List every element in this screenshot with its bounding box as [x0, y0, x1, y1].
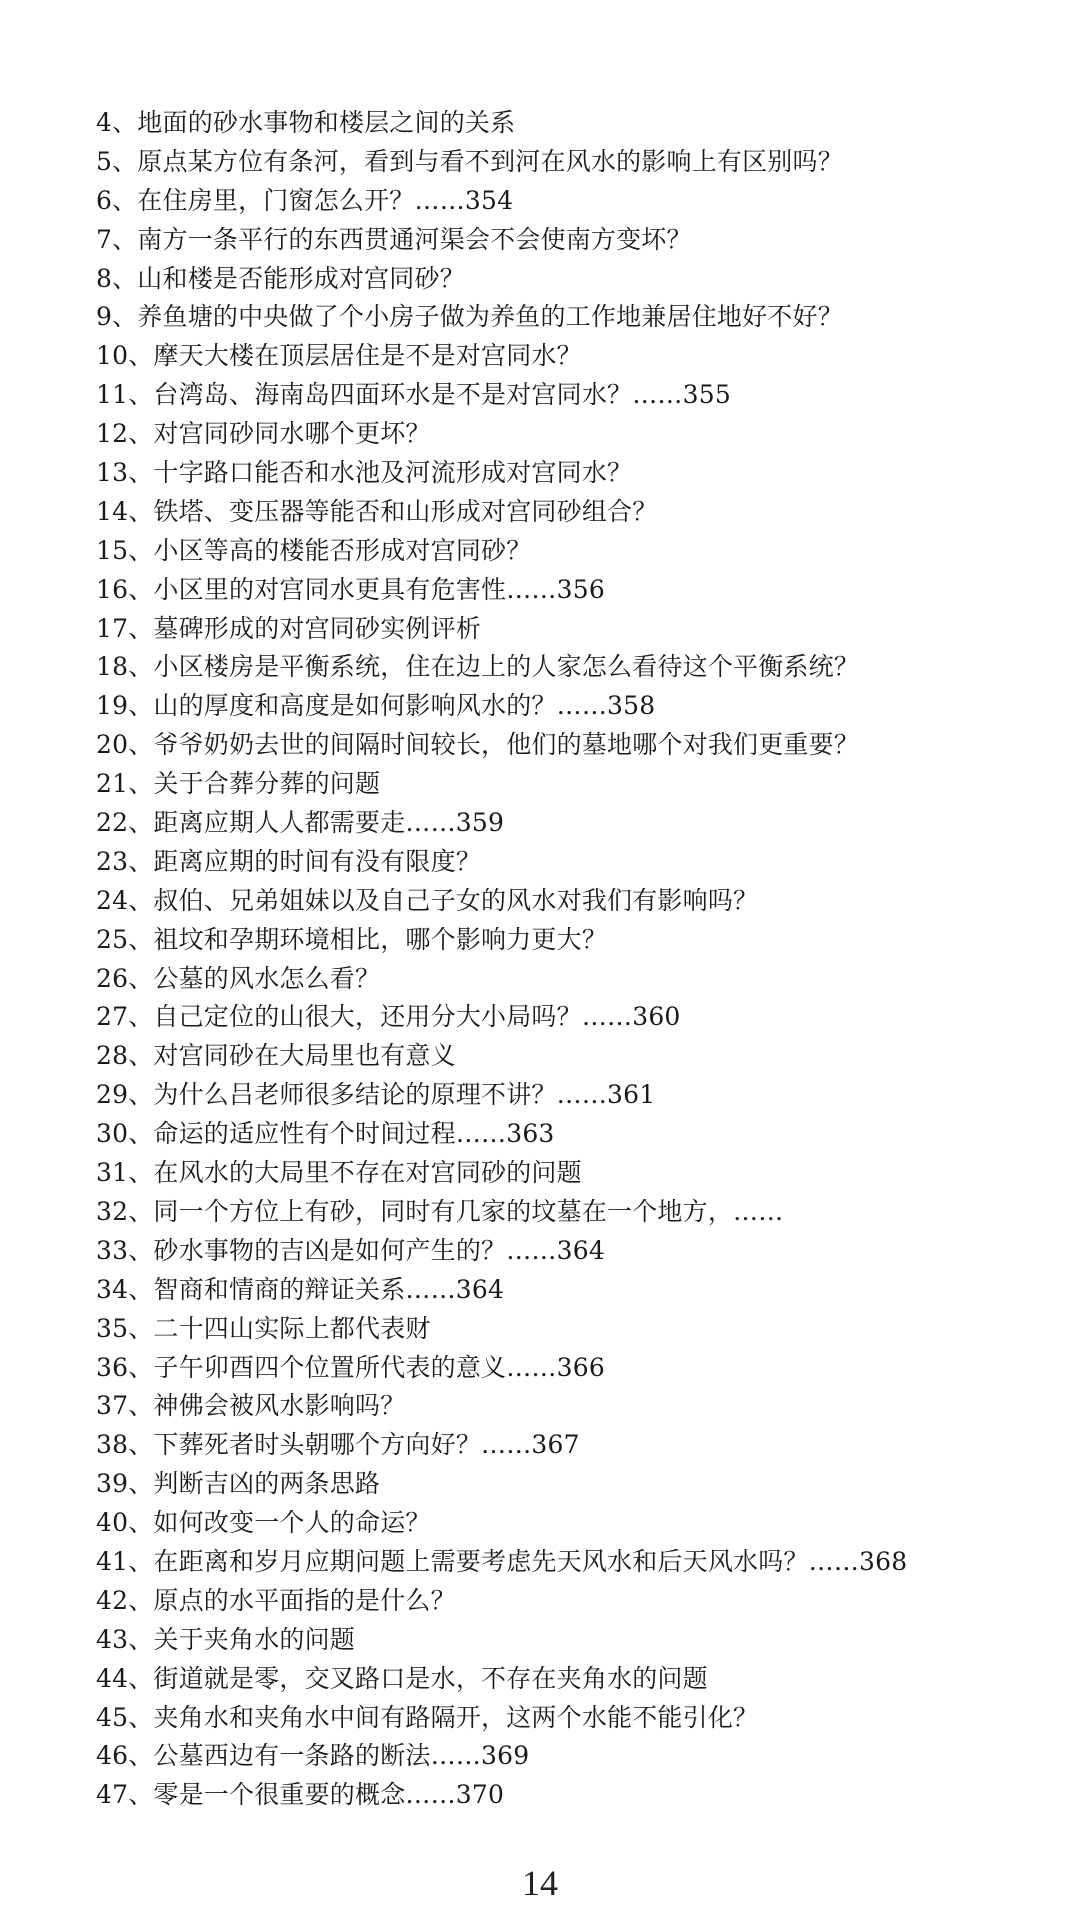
toc-entry: 11、台湾岛、海南岛四面环水是不是对宫同水？……355 — [96, 380, 731, 410]
toc-entry: 34、智商和情商的辩证关系……364 — [96, 1274, 505, 1304]
toc-entry: 37、神佛会被风水影响吗？ — [96, 1391, 406, 1421]
toc-entry: 42、原点的水平面指的是什么？ — [96, 1585, 456, 1615]
toc-entry: 24、叔伯、兄弟姐妹以及自己子女的风水对我们有影响吗？ — [96, 885, 759, 915]
toc-entry: 19、山的厚度和高度是如何影响风水的？……358 — [96, 691, 656, 721]
toc-entry: 6、在住房里，门窗怎么开？……354 — [96, 185, 514, 215]
toc-entry: 35、二十四山实际上都代表财 — [96, 1313, 431, 1343]
toc-entry: 32、同一个方位上有砂，同时有几家的坟墓在一个地方，…… — [96, 1196, 784, 1226]
toc-entry: 21、关于合葬分葬的问题 — [96, 769, 381, 799]
toc-entry: 26、公墓的风水怎么看？ — [96, 963, 381, 993]
toc-entry: 36、子午卯酉四个位置所代表的意义……366 — [96, 1352, 605, 1382]
toc-entry: 30、命运的适应性有个时间过程……363 — [96, 1119, 555, 1149]
toc-entry: 44、街道就是零，交叉路口是水，不存在夹角水的问题 — [96, 1663, 708, 1693]
toc-entry: 20、爷爷奶奶去世的间隔时间较长，他们的墓地哪个对我们更重要？ — [96, 730, 860, 760]
toc-entry: 12、对宫同砂同水哪个更坏？ — [96, 419, 431, 449]
toc-entry: 46、公墓西边有一条路的断法……369 — [96, 1741, 530, 1771]
toc-entry: 10、摩天大楼在顶层居住是不是对宫同水？ — [96, 341, 582, 371]
toc-entry: 25、祖坟和孕期环境相比，哪个影响力更大？ — [96, 924, 608, 954]
toc-entry: 29、为什么吕老师很多结论的原理不讲？……361 — [96, 1080, 656, 1110]
toc-entry: 9、养鱼塘的中央做了个小房子做为养鱼的工作地兼居住地好不好？ — [96, 302, 843, 332]
table-of-contents — [96, 104, 1056, 1815]
toc-entry: 43、关于夹角水的问题 — [96, 1624, 356, 1654]
toc-entry: 16、小区里的对宫同水更具有危害性……356 — [96, 574, 605, 604]
toc-entry: 39、判断吉凶的两条思路 — [96, 1469, 381, 1499]
toc-entry: 17、墓碑形成的对宫同砂实例评析 — [96, 613, 482, 643]
toc-entry: 41、在距离和岁月应期问题上需要考虑先天风水和后天风水吗？……368 — [96, 1546, 908, 1576]
toc-entry: 38、下葬死者时头朝哪个方向好？……367 — [96, 1430, 580, 1460]
toc-entry: 18、小区楼房是平衡系统，住在边上的人家怎么看待这个平衡系统？ — [96, 652, 860, 682]
toc-entry: 13、十字路口能否和水池及河流形成对宫同水？ — [96, 458, 633, 488]
toc-entry: 8、山和楼是否能形成对宫同砂？ — [96, 263, 465, 293]
toc-entry: 33、砂水事物的吉凶是如何产生的？……364 — [96, 1235, 605, 1265]
toc-entry: 7、南方一条平行的东西贯通河渠会不会使南方变坏？ — [96, 224, 692, 254]
toc-entry: 15、小区等高的楼能否形成对宫同砂？ — [96, 535, 532, 565]
toc-entry: 28、对宫同砂在大局里也有意义 — [96, 1041, 456, 1071]
toc-entry: 31、在风水的大局里不存在对宫同砂的问题 — [96, 1158, 582, 1188]
toc-entry: 27、自己定位的山很大，还用分大小局吗？……360 — [96, 1002, 681, 1032]
toc-entry: 22、距离应期人人都需要走……359 — [96, 808, 505, 838]
toc-entry: 45、夹角水和夹角水中间有路隔开，这两个水能不能引化？ — [96, 1702, 759, 1732]
page-number: 14 — [522, 1863, 558, 1903]
toc-entry: 5、原点某方位有条河，看到与看不到河在风水的影响上有区别吗？ — [96, 146, 843, 176]
toc-entry: 47、零是一个很重要的概念……370 — [96, 1780, 505, 1810]
toc-entry: 40、如何改变一个人的命运？ — [96, 1508, 431, 1538]
toc-entry: 14、铁塔、变压器等能否和山形成对宫同砂组合？ — [96, 496, 658, 526]
toc-entry: 23、距离应期的时间有没有限度？ — [96, 846, 482, 876]
toc-entry: 4、地面的砂水事物和楼层之间的关系 — [96, 108, 516, 137]
